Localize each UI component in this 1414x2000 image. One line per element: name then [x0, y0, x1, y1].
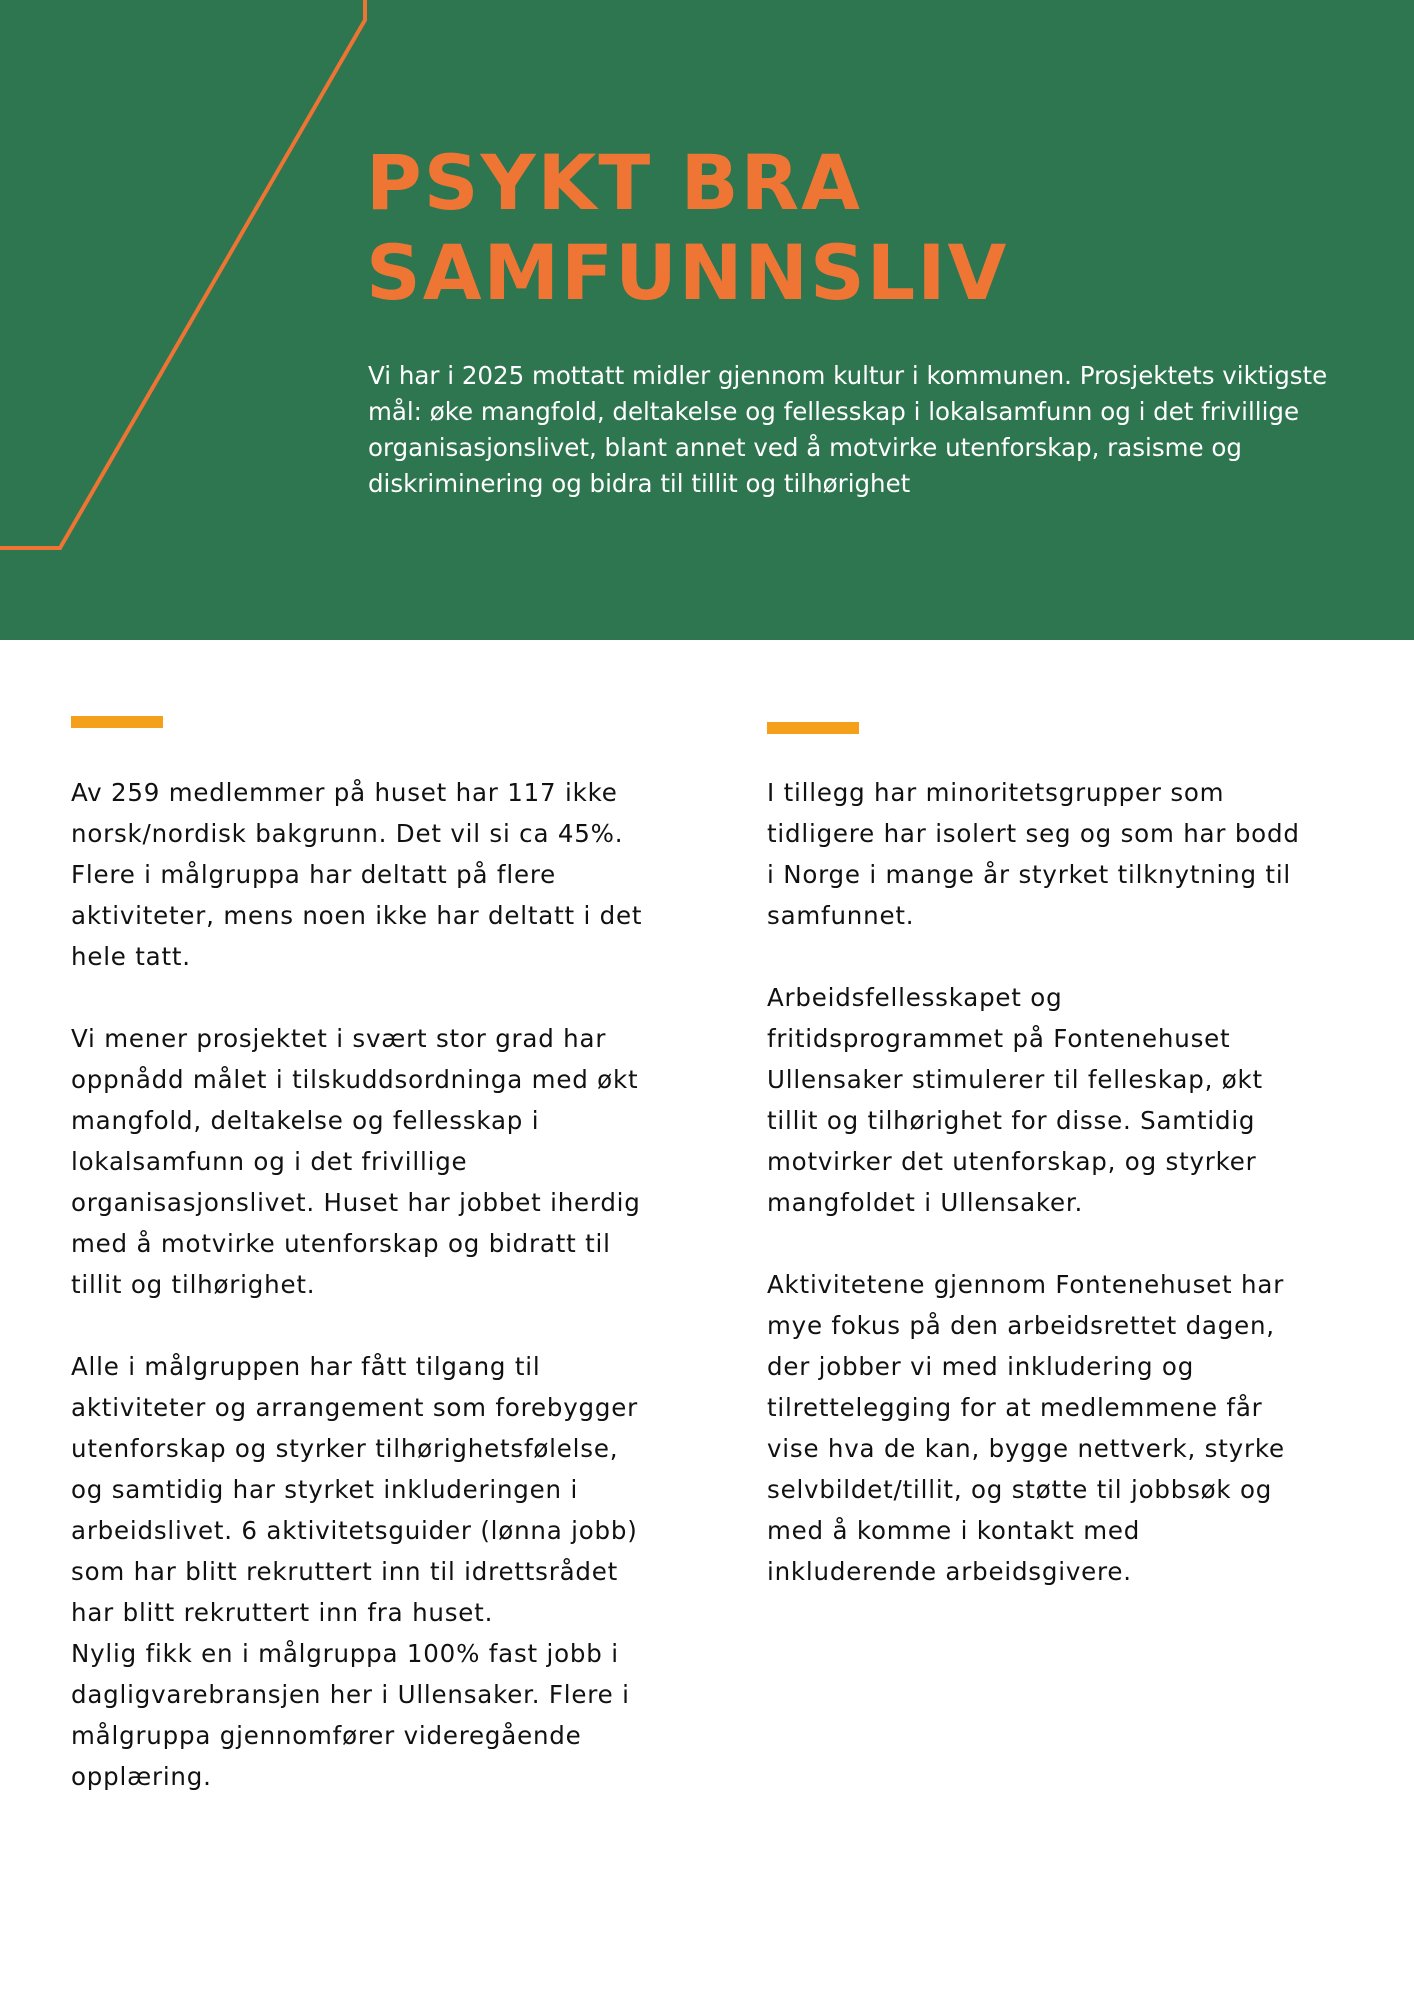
left-paragraph-4: Nylig fikk en i målgruppa 100% fast jobb i dagligvarebransjen her i Ullensaker. Flere i målgruppa gjennomfører videregående opplæring. [71, 1639, 630, 1791]
title-line-2: SAMFUNNSLIV [366, 228, 1009, 317]
left-paragraph-3 [71, 1346, 651, 1797]
diagonal-line-decoration [0, 0, 400, 560]
right-accent-bar [767, 722, 859, 734]
right-paragraph-1: I tillegg har minoritetsgrupper som tidligere har isolert seg og som har bodd i Norge i mange år styrket tilknytning til samfunnet. [767, 778, 1300, 930]
right-paragraph-2: Arbeidsfellesskapet og fritidsprogrammet på Fontenehuset Ullensaker stimulerer til felleskap, økt tillit og tilhørighet for disse. Samtidig motvirker det utenforskap, og styrker mangfoldet i Ullensaker. [767, 983, 1263, 1217]
left-accent-bar [71, 716, 163, 728]
left-paragraph-3-text: Alle i målgruppen har fått tilgang til aktiviteter og arrangement som forebygger utenforskap og styrker tilhørighetsfølelse, og samtidig har styrket inkluderingen i arbeidslivet. 6 aktivitetsguider (lønna jobb) som har blitt rekruttert inn til idrettsrådet har blitt rekruttert inn fra huset. [71, 1352, 638, 1627]
right-paragraph-3: Aktivitetene gjennom Fontenehuset har mye fokus på den arbeidsrettet dagen, der jobber vi med inkludering og tilrettelegging for at medlemmene får vise hva de kan, bygge nettverk, styrke selvbildet/tillit, og støtte til jobbsøk og med å komme i kontakt med inkluderende arbeidsgivere. [767, 1270, 1285, 1586]
intro-text: Vi har i 2025 mottatt midler gjennom kultur i kommunen. Prosjektets viktigste mål: øke mangfold, deltakelse og fellesskap i lokalsamfunn og i det frivillige organisasjonslivet, blant annet ved å motvirke utenforskap, rasisme og diskriminering og bidra til tillit og tilhørighet [368, 361, 1328, 498]
header-banner [0, 0, 1414, 640]
left-paragraph-2: Vi mener prosjektet i svært stor grad har oppnådd målet i tilskuddsordninga med økt mangfold, deltakelse og fellesskap i lokalsamfunn og i det frivillige organisasjonslivet. Huset har jobbet iherdig med å motvirke utenforskap og bidratt til tillit og tilhørighet. [71, 1024, 641, 1299]
right-column [767, 772, 1307, 1633]
left-column [71, 772, 651, 1797]
page-title [366, 138, 1346, 318]
title-line-1: PSYKT BRA [366, 138, 862, 227]
left-paragraph-1: Av 259 medlemmer på huset har 117 ikke norsk/nordisk bakgrunn. Det vil si ca 45%. Flere i målgruppa har deltatt på flere aktiviteter, mens noen ikke har deltatt i det hele tatt. [71, 778, 643, 971]
diagonal-orange-line [0, 0, 365, 548]
